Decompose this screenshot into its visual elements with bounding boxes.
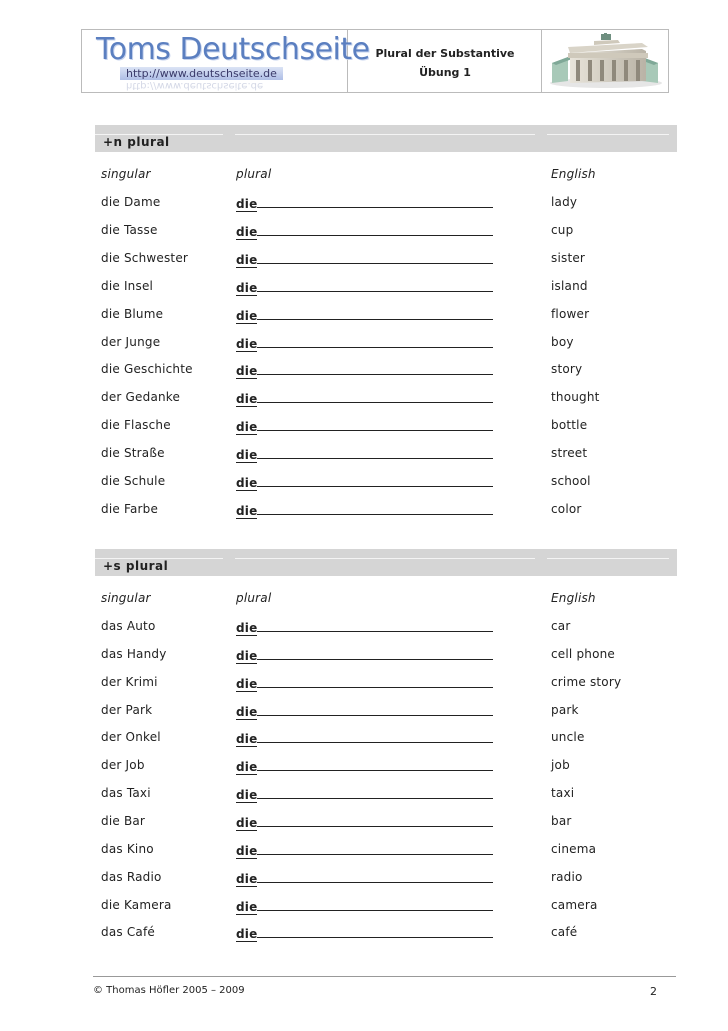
plural-article: die <box>236 815 258 830</box>
column-header-row <box>101 167 661 187</box>
singular-word: die Bar <box>101 813 146 828</box>
exercise-row <box>101 619 661 639</box>
answer-blank-line[interactable] <box>257 307 493 320</box>
page-number: 2 <box>650 985 657 998</box>
plural-article: die <box>236 476 258 490</box>
singular-word: der Gedanke <box>101 390 181 405</box>
english-translation: job <box>551 758 570 773</box>
exercise-row <box>101 898 661 918</box>
singular-word: das Handy <box>101 646 167 661</box>
answer-blank-line[interactable] <box>257 619 493 632</box>
exercise-row <box>101 446 661 466</box>
singular-word: die Flasche <box>101 418 171 433</box>
singular-word: die Geschichte <box>101 362 193 377</box>
answer-blank-line[interactable] <box>257 925 493 938</box>
singular-word: das Kino <box>101 841 154 856</box>
exercise-row <box>101 842 661 862</box>
answer-blank-line[interactable] <box>257 870 493 883</box>
plural-answer-field[interactable] <box>236 814 493 830</box>
plural-answer-field[interactable] <box>236 195 493 211</box>
plural-article: die <box>236 732 258 747</box>
plural-article: die <box>236 252 258 267</box>
english-translation: cell phone <box>551 646 616 661</box>
plural-article: die <box>236 704 258 719</box>
plural-answer-field[interactable] <box>236 703 493 719</box>
answer-blank-line[interactable] <box>257 814 493 827</box>
singular-word: das Café <box>101 925 155 940</box>
answer-blank-line[interactable] <box>257 335 493 348</box>
english-translation: bar <box>551 813 572 828</box>
plural-answer-field[interactable] <box>236 898 493 914</box>
exercise-row <box>101 362 661 382</box>
singular-word: der Krimi <box>101 674 158 689</box>
plural-article: die <box>236 308 258 323</box>
plural-answer-field[interactable] <box>236 786 493 802</box>
singular-word: die Straße <box>101 446 165 461</box>
plural-article: die <box>236 788 258 803</box>
answer-blank-line[interactable] <box>257 279 493 292</box>
english-translation: school <box>551 474 591 488</box>
plural-answer-field[interactable] <box>236 502 493 518</box>
section-title: +s plural <box>103 559 169 573</box>
plural-answer-field[interactable] <box>236 223 493 239</box>
singular-word: die Farbe <box>101 501 159 516</box>
section-title: +n plural <box>103 135 170 149</box>
worksheet-title <box>348 44 542 82</box>
plural-article: die <box>236 280 258 295</box>
column-header-singular: singular <box>101 167 151 181</box>
plural-article: die <box>236 197 258 211</box>
plural-article: die <box>236 224 258 239</box>
answer-blank-line[interactable] <box>257 223 493 236</box>
singular-word: das Taxi <box>101 786 151 801</box>
answer-blank-line[interactable] <box>257 195 493 208</box>
english-translation: uncle <box>551 730 585 745</box>
exercise-row <box>101 390 661 410</box>
plural-article: die <box>236 871 258 886</box>
plural-answer-field[interactable] <box>236 870 493 886</box>
answer-blank-line[interactable] <box>257 390 493 403</box>
brandenburg-gate-icon <box>546 33 664 89</box>
answer-blank-line[interactable] <box>257 647 493 660</box>
english-translation: café <box>551 925 578 940</box>
english-translation: thought <box>551 390 600 405</box>
exercise-row <box>101 675 661 695</box>
english-translation: taxi <box>551 786 575 801</box>
plural-article: die <box>236 648 258 663</box>
english-translation: story <box>551 362 583 377</box>
singular-word: die Tasse <box>101 222 158 237</box>
answer-blank-line[interactable] <box>257 474 493 487</box>
plural-answer-field[interactable] <box>236 251 493 267</box>
column-header-row <box>101 591 661 611</box>
english-translation: cinema <box>551 841 597 856</box>
footer-copyright: © Thomas Höfler 2005 – 2009 <box>93 985 245 996</box>
section-header-s-plural <box>95 549 677 576</box>
plural-article: die <box>236 621 258 635</box>
plural-answer-field[interactable] <box>236 675 493 691</box>
exercise-row <box>101 925 661 945</box>
answer-blank-line[interactable] <box>257 758 493 771</box>
english-translation: island <box>551 278 588 293</box>
plural-article: die <box>236 420 258 435</box>
english-translation: sister <box>551 250 586 265</box>
plural-answer-field[interactable] <box>236 758 493 774</box>
logo-title: Toms Deutschseite <box>96 32 370 67</box>
english-translation: car <box>551 619 571 633</box>
column-header-singular: singular <box>101 591 151 605</box>
plural-answer-field[interactable] <box>236 925 493 941</box>
plural-article: die <box>236 843 258 858</box>
exercise-row <box>101 474 661 494</box>
answer-blank-line[interactable] <box>257 446 493 459</box>
english-translation: street <box>551 446 588 461</box>
exercise-row <box>101 223 661 243</box>
singular-word: der Junge <box>101 334 161 349</box>
exercise-row <box>101 307 661 327</box>
exercise-row <box>101 335 661 355</box>
english-translation: flower <box>551 306 590 321</box>
exercise-row <box>101 502 661 522</box>
exercise-row <box>101 814 661 834</box>
english-translation: crime story <box>551 674 622 689</box>
logo-url-reflection: http://www.deutschseite.de <box>126 80 264 91</box>
answer-blank-line[interactable] <box>257 418 493 431</box>
answer-blank-line[interactable] <box>257 898 493 911</box>
answer-blank-line[interactable] <box>257 786 493 799</box>
plural-answer-field[interactable] <box>236 362 493 378</box>
answer-blank-line[interactable] <box>257 251 493 264</box>
plural-answer-field[interactable] <box>236 730 493 746</box>
column-header-english: English <box>551 591 596 605</box>
exercise-row <box>101 418 661 438</box>
singular-word: die Kamera <box>101 897 172 912</box>
singular-word: die Blume <box>101 306 164 321</box>
answer-blank-line[interactable] <box>257 703 493 716</box>
exercise-row <box>101 195 661 215</box>
plural-answer-field[interactable] <box>236 619 493 635</box>
plural-article: die <box>236 676 258 691</box>
page-header <box>81 29 669 93</box>
column-header-english: English <box>551 167 596 181</box>
worksheet-exercise: Übung 1 <box>419 66 471 79</box>
english-translation: camera <box>551 897 598 912</box>
singular-word: das Radio <box>101 869 162 884</box>
exercise-row <box>101 703 661 723</box>
answer-blank-line[interactable] <box>257 362 493 375</box>
answer-blank-line[interactable] <box>257 730 493 743</box>
exercise-row <box>101 786 661 806</box>
singular-word: die Dame <box>101 195 161 209</box>
plural-article: die <box>236 899 258 914</box>
logo-url: http://www.deutschseite.de <box>120 67 283 80</box>
plural-answer-field[interactable] <box>236 418 493 434</box>
answer-blank-line[interactable] <box>257 502 493 515</box>
plural-answer-field[interactable] <box>236 335 493 351</box>
plural-answer-field[interactable] <box>236 474 493 490</box>
plural-answer-field[interactable] <box>236 647 493 663</box>
section-header-n-plural <box>95 125 677 152</box>
singular-word: der Park <box>101 702 153 717</box>
exercise-row <box>101 758 661 778</box>
plural-answer-field[interactable] <box>236 307 493 323</box>
column-header-plural: plural <box>236 167 272 181</box>
singular-word: die Schule <box>101 474 166 488</box>
answer-blank-line[interactable] <box>257 842 493 855</box>
worksheet-topic: Plural der Substantive <box>375 47 515 60</box>
english-translation: radio <box>551 869 583 884</box>
plural-answer-field[interactable] <box>236 390 493 406</box>
answer-blank-line[interactable] <box>257 675 493 688</box>
plural-article: die <box>236 392 258 407</box>
singular-word: der Job <box>101 758 145 773</box>
exercise-row <box>101 279 661 299</box>
plural-article: die <box>236 760 258 775</box>
plural-answer-field[interactable] <box>236 279 493 295</box>
plural-article: die <box>236 448 258 463</box>
english-translation: cup <box>551 222 574 237</box>
exercise-row <box>101 647 661 667</box>
singular-word: das Auto <box>101 619 156 633</box>
column-header-plural: plural <box>236 591 272 605</box>
plural-article: die <box>236 927 258 942</box>
english-translation: color <box>551 501 582 516</box>
singular-word: die Insel <box>101 278 154 293</box>
exercise-row <box>101 251 661 271</box>
plural-article: die <box>236 503 258 518</box>
exercise-row <box>101 870 661 890</box>
english-translation: boy <box>551 334 574 349</box>
exercise-row <box>101 730 661 750</box>
plural-article: die <box>236 336 258 351</box>
site-logo <box>96 32 370 92</box>
english-translation: lady <box>551 195 578 209</box>
footer-divider <box>93 976 676 977</box>
plural-answer-field[interactable] <box>236 842 493 858</box>
plural-answer-field[interactable] <box>236 446 493 462</box>
plural-article: die <box>236 364 258 379</box>
singular-word: die Schwester <box>101 250 189 265</box>
english-translation: bottle <box>551 418 588 433</box>
english-translation: park <box>551 702 579 717</box>
singular-word: der Onkel <box>101 730 161 745</box>
